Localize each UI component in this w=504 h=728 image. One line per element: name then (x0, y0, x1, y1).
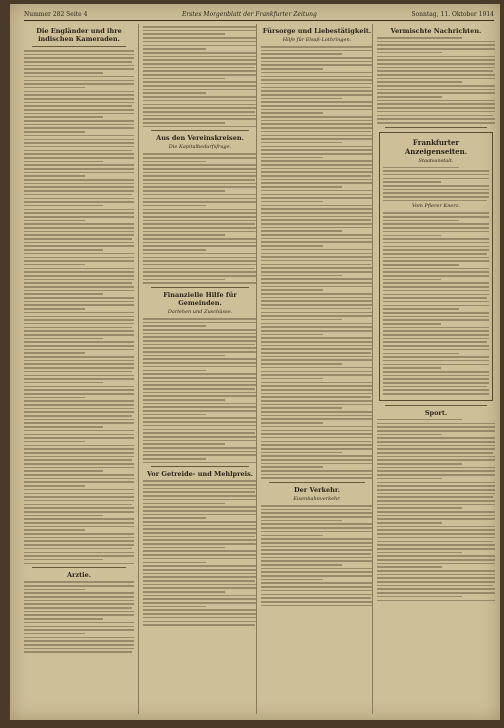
divider (385, 127, 487, 128)
section-subhead: Die Kapitalbedarfsfrage. (168, 144, 232, 151)
page-header (24, 8, 494, 21)
sport-body (377, 419, 495, 601)
sport-headline: Sport. (424, 408, 448, 417)
article-body (24, 50, 134, 564)
divider (151, 466, 249, 467)
section-body-2 (143, 318, 257, 463)
section-body (377, 37, 495, 123)
header-center: Erstes Morgenblatt der Frankfurter Zeitung (182, 10, 317, 18)
divider (151, 130, 249, 131)
divider (151, 287, 249, 288)
advertisement-box (379, 132, 493, 401)
divider (32, 567, 126, 568)
section-body (261, 46, 373, 479)
section-headline-2: Der Verkehr. (294, 486, 340, 495)
section-headline: Fürsorge und Liebestätigkeit. (262, 27, 372, 35)
divider (385, 405, 487, 406)
ad-subhead: Staatsanstalt. (418, 157, 454, 164)
column-2 (138, 24, 257, 714)
newspaper-page (10, 4, 500, 720)
section-subhead-2: Eisenbahnverkehr. (293, 496, 341, 503)
ad-body (383, 167, 489, 202)
ad-body-2 (383, 212, 489, 394)
article-body-2 (24, 581, 134, 653)
column-4 (372, 24, 495, 714)
section-headline: Aus den Vereinskreisen. (156, 134, 244, 143)
section-body-2 (261, 505, 373, 606)
section-subhead: Hilfe für Elsaß-Lothringen. (282, 37, 352, 43)
divider (32, 46, 126, 47)
article-body-continued (143, 26, 257, 127)
column-1 (24, 24, 134, 714)
header-right: Sonntag, 11. Oktober 1914 (411, 10, 494, 18)
column-3 (256, 24, 373, 714)
header-left: Nummer 282 Seite 4 (24, 10, 88, 18)
section-headline-3: Vor Getreide- und Mehlpreis. (146, 470, 254, 479)
divider (269, 482, 365, 483)
section-subhead-2: Darlehen und Zuschüsse. (167, 308, 233, 315)
article-headline-2: Arztie. (66, 571, 92, 580)
section-body-3 (143, 480, 257, 625)
section-headline-2: Finanzielle Hilfe für Gemeinden. (163, 290, 237, 307)
section-body (143, 153, 257, 284)
ad-headline: Frankfurter Anzeigenseiten. (404, 137, 468, 156)
section-headline: Vermischte Nachrichten. (390, 27, 482, 35)
article-headline: Die Engländer und ihre indischen Kameraden. (36, 27, 122, 43)
ad-subhead-2: Vom Pflerer Knerz. (411, 203, 460, 210)
